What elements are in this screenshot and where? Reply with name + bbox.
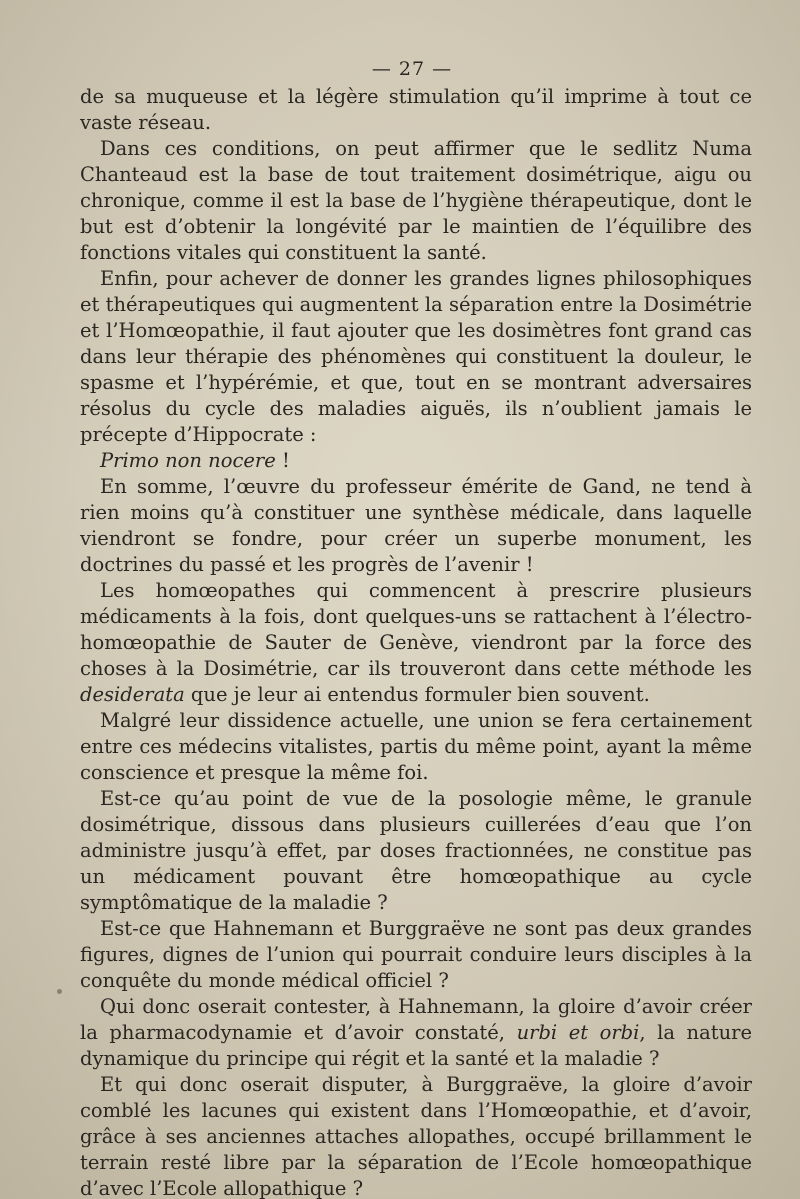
paragraph: Et qui donc oserait disputer, à Burggraëve, la gloire d’avoir comblé les lacunes qui existent dans l’Homœopathie, et d’avoir, grâce à ses anciennes attaches allopathes, occupé brillamment le terrain resté libre par la séparation de l’Ecole homœopathique d’avec l’Ecole allopathique ?: [80, 1073, 752, 1199]
page-number: — 27 —: [371, 58, 453, 80]
latin-phrase: desiderata: [80, 683, 185, 706]
text-run: Qui donc oserait contester, à Hahnemann, la gloire d’avoir créer la pharmacodynamie et d’avoir constaté,: [80, 995, 752, 1044]
latin-phrase: urbi et orbi: [516, 1021, 640, 1044]
text-run: que je leur ai entendus formuler bien souvent.: [184, 683, 650, 706]
body-text: [80, 84, 752, 1199]
paragraph: de sa muqueuse et la légère stimulation qu’il imprime à tout ce vaste réseau.: [80, 85, 752, 134]
paragraph: [80, 578, 752, 708]
paragraph: Est-ce qu’au point de vue de la posologie même, le granule dosimétrique, dissous dans plusieurs cuillerées d’eau que l’on administre jusqu’à effet, par doses fractionnées, ne constitue pas un médicament pouvant être homœopathique au cycle symptômatique de la maladie ?: [80, 787, 752, 914]
paragraph: Dans ces conditions, on peut affirmer que le sedlitz Numa Chanteaud est la base de tout traitement dosimétrique, aigu ou chronique, comme il est la base de l’hygiène thérapeutique, dont le but est d’obtenir la longévité par le maintien de l’équilibre des fonctions vitales qui constituent la santé.: [80, 137, 752, 264]
latin-phrase: Primo non nocere: [100, 449, 276, 472]
text-run: Les homœopathes qui commencent à prescrire plusieurs médicaments à la fois, dont quelques-uns se rattachent à l’électro-homœopathie de Sauter de Genève, viendront par la force des choses à la Dosimétrie, car ils trouveront dans cette méthode les: [80, 579, 752, 680]
paragraph: Enfin, pour achever de donner les grandes lignes philosophiques et thérapeutiques qui augmentent la séparation entre la Dosimétrie et l’Homœopathie, il faut ajouter que les dosimètres font grand cas dans leur thérapie des phénomènes qui constituent la douleur, le spasme et l’hypérémie, et que, tout en se montrant adversaires résolus du cycle des maladies aiguës, ils n’oublient jamais le précepte d’Hippocrate :: [80, 267, 752, 446]
paragraph: Est-ce que Hahnemann et Burggraëve ne sont pas deux grandes figures, dignes de l’union qui pourrait conduire leurs disciples à la conquête du monde médical officiel ?: [80, 917, 752, 992]
text-run: , la nature dynamique du principe qui régit et la santé et la maladie ?: [80, 1021, 752, 1070]
text-run: !: [275, 449, 290, 472]
paragraph: [80, 448, 752, 474]
paragraph: En somme, l’œuvre du professeur émérite de Gand, ne tend à rien moins qu’à constituer une synthèse médicale, dans laquelle viendront se fondre, pour créer un superbe monument, les doctrines du passé et les progrès de l’avenir !: [80, 475, 752, 576]
paper-speck: [57, 989, 62, 994]
paragraph: [80, 994, 752, 1072]
paragraph: Malgré leur dissidence actuelle, une union se fera certainement entre ces médecins vitalistes, partis du même point, ayant la même conscience et presque la même foi.: [80, 709, 752, 784]
